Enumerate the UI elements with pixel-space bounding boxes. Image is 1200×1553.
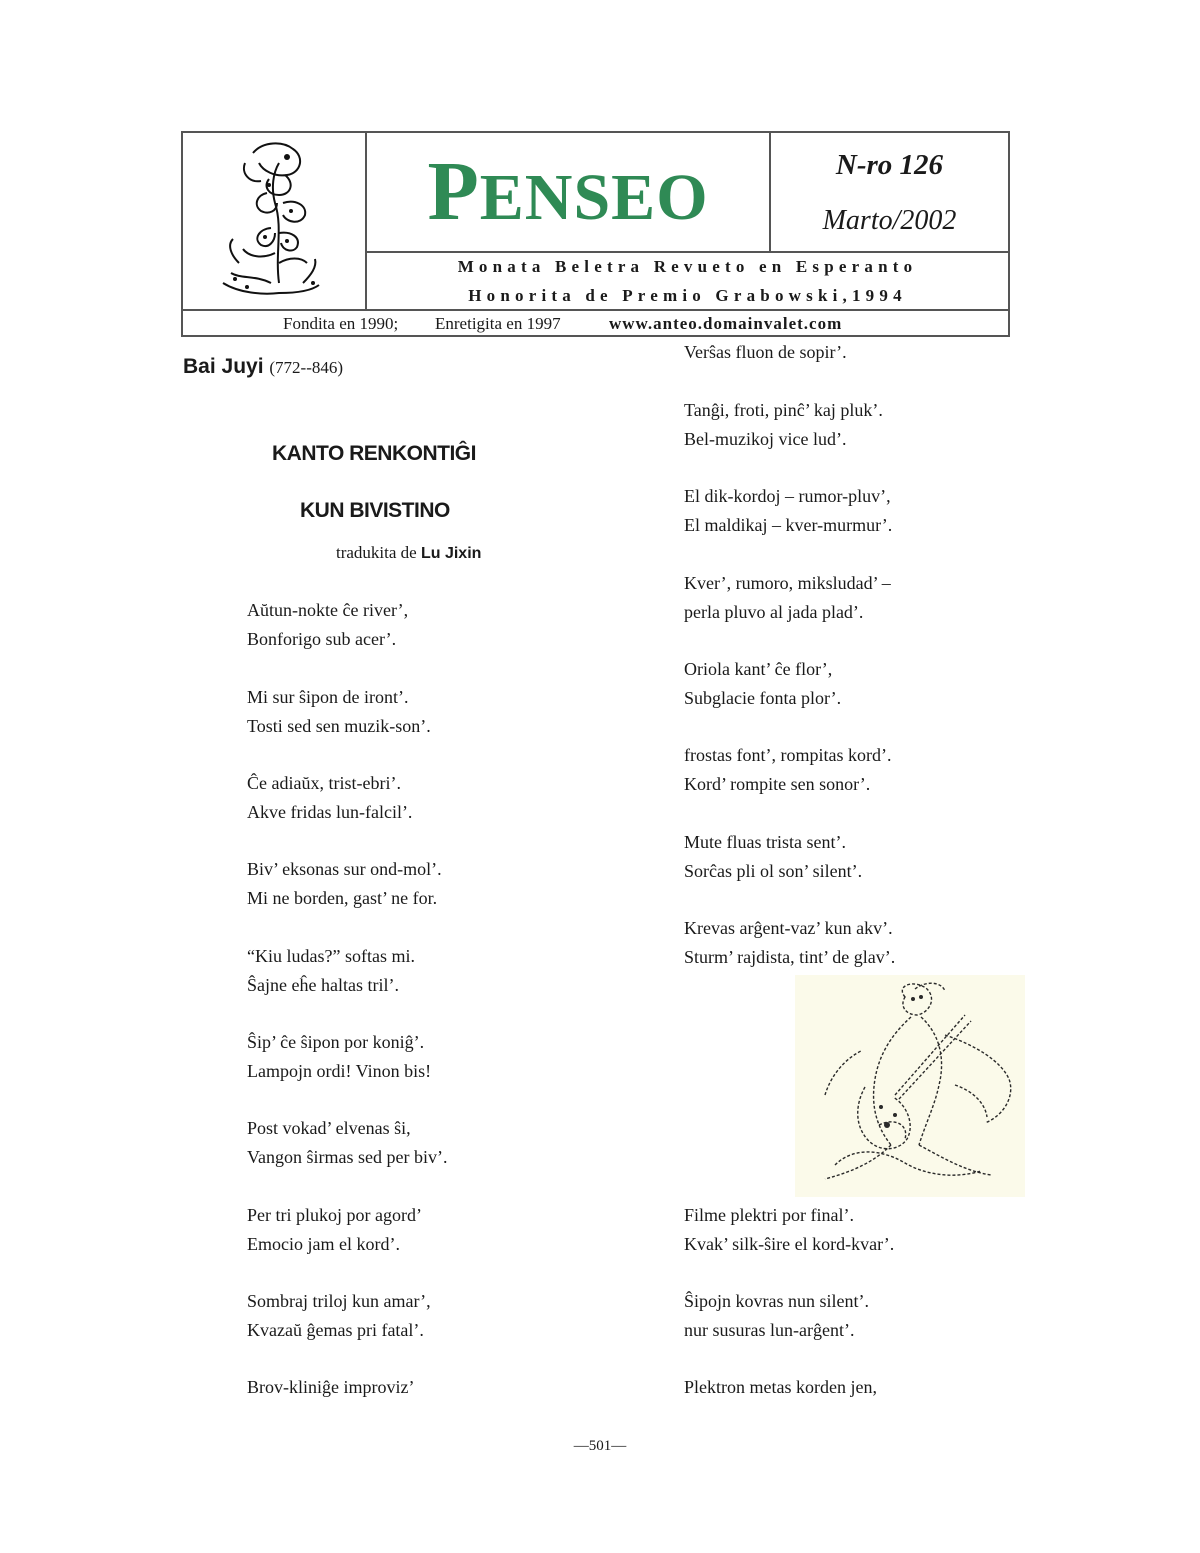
right-stanza-2: [684, 396, 883, 454]
left-stanza-8: [247, 1201, 422, 1259]
verse-line: El dik-kordoj – rumor-pluv’,: [684, 486, 891, 506]
author-name: Bai Juyi: [183, 355, 264, 378]
left-stanza-10: [247, 1373, 414, 1402]
issue-date: Marto/2002: [822, 205, 957, 236]
translator-name: Lu Jixin: [420, 545, 482, 562]
verse-line: Mi ne borden, gast’ ne for.: [247, 888, 438, 908]
left-stanza-6: [247, 1028, 431, 1086]
masthead: [181, 131, 1010, 337]
verse-line: Oriola kant’ ĉe flor’,: [684, 659, 833, 679]
right-stanza-5: [684, 655, 841, 713]
author-dates: (772--846): [269, 358, 344, 377]
verse-line: Akve fridas lun-falcil’.: [247, 802, 413, 822]
verse-line: Vangon ŝirmas sed per biv’.: [247, 1147, 448, 1167]
right-stanza-11: [684, 1373, 877, 1402]
issue-number: N-ro 126: [835, 149, 944, 181]
verse-line: Tosti sed sen muzik-son’.: [247, 716, 431, 736]
verse-line: Post vokad’ elvenas ŝi,: [247, 1118, 411, 1138]
right-stanza-9: [684, 1201, 894, 1259]
verse-line: “Kiu ludas?” softas mi.: [247, 946, 415, 966]
right-stanza-8: [684, 914, 895, 972]
right-stanza-7: [684, 828, 862, 886]
subtitle-line-1: Monata Beletra Revueto en Esperanto: [457, 257, 918, 276]
left-stanza-1: [247, 596, 408, 654]
verse-line: Kord’ rompite sen sonor’.: [684, 774, 871, 794]
verse-line: Mi sur ŝipon de iront’.: [247, 687, 409, 707]
verse-line: Ŝipojn kovras nun silent’.: [684, 1291, 869, 1311]
verse-line: Filme plektri por final’.: [684, 1205, 854, 1225]
verse-line: Sombraj triloj kun amar’,: [247, 1291, 431, 1311]
translator-line: [336, 543, 481, 563]
verse-line: Ĉe adiaŭx, trist-ebri’.: [247, 773, 401, 793]
left-stanza-7: [247, 1114, 447, 1172]
page-number: —501—: [573, 1438, 627, 1454]
magazine-title: PENSEO: [427, 145, 709, 238]
right-stanza-3: [684, 482, 892, 540]
left-stanza-2: [247, 683, 431, 741]
founded-text: Fondita en 1990;: [283, 314, 399, 333]
left-stanza-5: [247, 942, 415, 1000]
verse-line: Verŝas fluon de sopir’.: [684, 342, 847, 362]
flower-logo-icon: [183, 133, 367, 309]
author-line: [183, 355, 343, 379]
right-stanza-6: [684, 741, 891, 799]
website-url[interactable]: www.anteo.domainvalet.com: [609, 314, 843, 333]
left-stanza-3: [247, 769, 412, 827]
verse-line: Krevas arĝent-vaz’ kun akv’.: [684, 918, 893, 938]
masthead-footer: [183, 309, 1008, 335]
verse-line: Plektron metas korden jen,: [684, 1377, 877, 1397]
verse-line: Aŭtun-nokte ĉe river’,: [247, 600, 409, 620]
subtitle-row: [367, 251, 1008, 309]
verse-line: Per tri plukoj por agord’: [247, 1205, 422, 1225]
verse-line: El maldikaj – kver-murmur’.: [684, 515, 893, 535]
verse-line: Kvazaŭ ĝemas pri fatal’.: [247, 1320, 424, 1340]
right-stanza-1: [684, 338, 847, 367]
poem-title-line-2: KUN BIVISTINO: [300, 499, 450, 522]
verse-line: perla pluvo al jada plad’.: [684, 602, 864, 622]
right-stanza-10: [684, 1287, 869, 1345]
registered-text: Enretigita en 1997: [435, 314, 561, 333]
translated-by-label: tradukita de: [336, 543, 417, 562]
left-stanza-9: [247, 1287, 431, 1345]
verse-line: Ŝip’ ĉe ŝipon por koniĝ’.: [247, 1032, 425, 1052]
verse-line: Brov-kliniĝe improviz’: [247, 1377, 415, 1397]
verse-line: Kver’, rumoro, miksludad’ –: [684, 573, 891, 593]
verse-line: Tanĝi, froti, pinĉ’ kaj pluk’.: [684, 400, 883, 420]
right-stanza-4: [684, 569, 891, 627]
verse-line: Bel-muzikoj vice lud’.: [684, 429, 847, 449]
subtitle-line-2: Honorita de Premio Grabowski,1994: [468, 286, 907, 305]
lute-player-icon: [795, 975, 1025, 1197]
verse-line: nur susuras lun-arĝent’.: [684, 1320, 855, 1340]
verse-line: Sturm’ rajdista, tint’ de glav’.: [684, 947, 896, 967]
verse-line: Biv’ eksonas sur ond-mol’.: [247, 859, 442, 879]
verse-line: Kvak’ silk-ŝire el kord-kvar’.: [684, 1234, 895, 1254]
verse-line: Subglacie fonta plor’.: [684, 688, 842, 708]
left-stanza-4: [247, 855, 442, 913]
verse-line: Ŝajne eĥe haltas tril’.: [247, 975, 399, 995]
logo-cell: [183, 133, 367, 309]
verse-line: frostas font’, rompitas kord’.: [684, 745, 892, 765]
musician-illustration: [795, 975, 1025, 1197]
verse-line: Mute fluas trista sent’.: [684, 832, 846, 852]
poem-title-line-1: KANTO RENKONTIĜI: [272, 442, 476, 465]
verse-line: Sorĉas pli ol son’ silent’.: [684, 861, 863, 881]
verse-line: Bonforigo sub acer’.: [247, 629, 397, 649]
verse-line: Emocio jam el kord’.: [247, 1234, 400, 1254]
title-cell: [367, 133, 771, 251]
issue-cell: [771, 133, 1008, 251]
verse-line: Lampojn ordi! Vinon bis!: [247, 1061, 432, 1081]
